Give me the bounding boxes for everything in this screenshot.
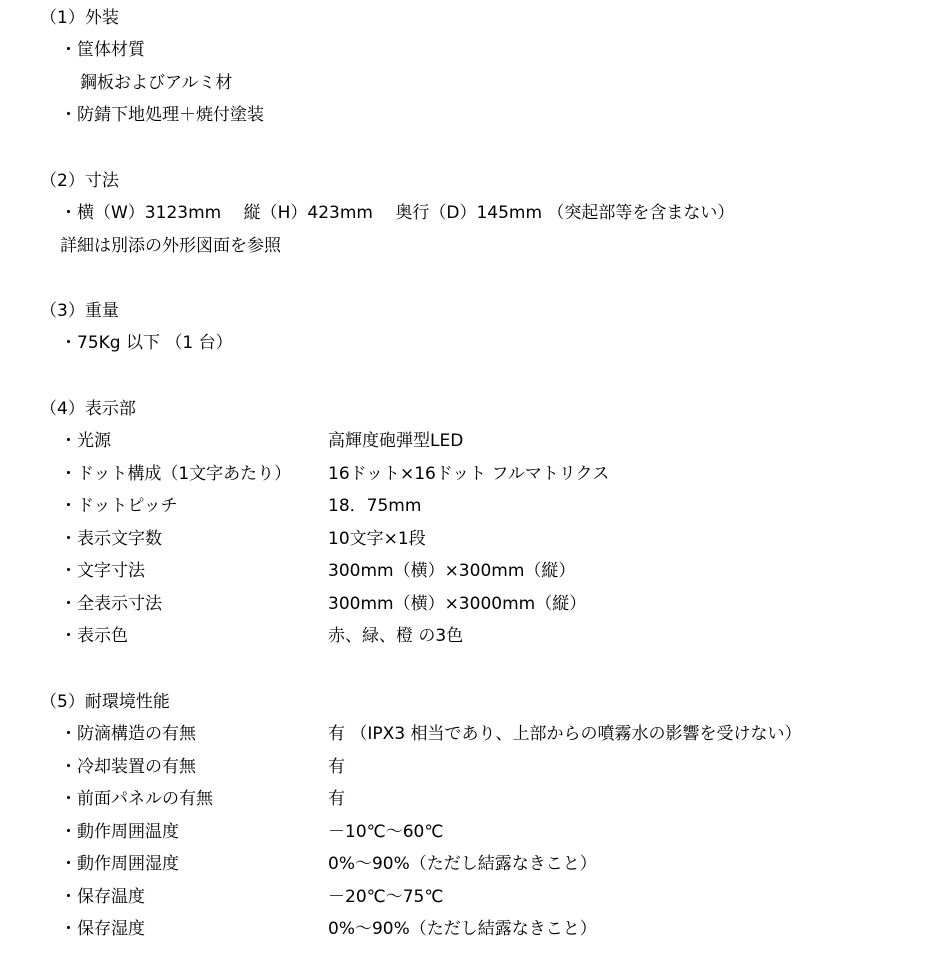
environment-row-value: －20℃～75℃ [328,887,444,907]
environment-row-value: 0%～90%（ただし結露なきこと） [328,854,597,874]
environment-row-label: ・冷却装置の有無 [60,757,196,777]
display-row-value: 18．75mm [328,496,422,516]
item-weight: ・75Kg 以下 （1 台） [60,333,233,353]
display-row-label: ・文字寸法 [60,561,145,581]
environment-row-label: ・前面パネルの有無 [60,789,213,809]
display-row-value: 高輝度砲弾型LED [328,431,464,451]
item-housing-material-value: 鋼板およびアルミ材 [80,73,233,93]
display-row-value: 300mm（横）×300mm（縦） [328,561,576,581]
display-row-label: ・ドットピッチ [60,496,178,516]
item-housing-material: ・筐体材質 [60,40,145,60]
display-row-label: ・ドット構成（1文字あたり） [60,464,292,484]
display-row-value: 赤、緑、橙 の3色 [328,626,464,646]
environment-row-label: ・防滴構造の有無 [60,724,196,744]
item-coating: ・防錆下地処理＋焼付塗装 [60,105,264,125]
environment-row-value: 有 [328,789,345,809]
section-heading-display: （4）表示部 [40,399,136,419]
environment-row-label: ・保存湿度 [60,919,145,939]
section-heading-environment: （5）耐環境性能 [40,692,170,712]
environment-row-value: 有 [328,757,345,777]
display-row-label: ・表示文字数 [60,529,162,549]
environment-row-label: ・動作周囲温度 [60,822,179,842]
environment-row-value: 有 （IPX3 相当であり、上部からの噴霧水の影響を受けない） [328,724,802,744]
environment-row-value: 0%～90%（ただし結露なきこと） [328,919,597,939]
item-dimensions-note: 詳細は別添の外形図面を参照 [60,236,281,256]
section-heading-weight: （3）重量 [40,301,119,321]
display-row-value: 10文字×1段 [328,529,426,549]
environment-row-label: ・動作周囲湿度 [60,854,179,874]
display-row-value: 300mm（横）×3000mm（縦） [328,594,587,614]
section-heading-exterior: （1）外装 [40,8,119,28]
environment-row-value: －10℃～60℃ [328,822,444,842]
display-row-label: ・光源 [60,431,111,451]
section-heading-dimensions: （2）寸法 [40,171,119,191]
environment-row-label: ・保存温度 [60,887,145,907]
display-row-label: ・表示色 [60,626,128,646]
display-row-value: 16ドット×16ドット フルマトリクス [328,464,610,484]
item-dimensions: ・横（W）3123mm 縦（H）423mm 奥行（D）145mm （突起部等を含まない） [60,203,735,223]
display-row-label: ・全表示寸法 [60,594,162,614]
